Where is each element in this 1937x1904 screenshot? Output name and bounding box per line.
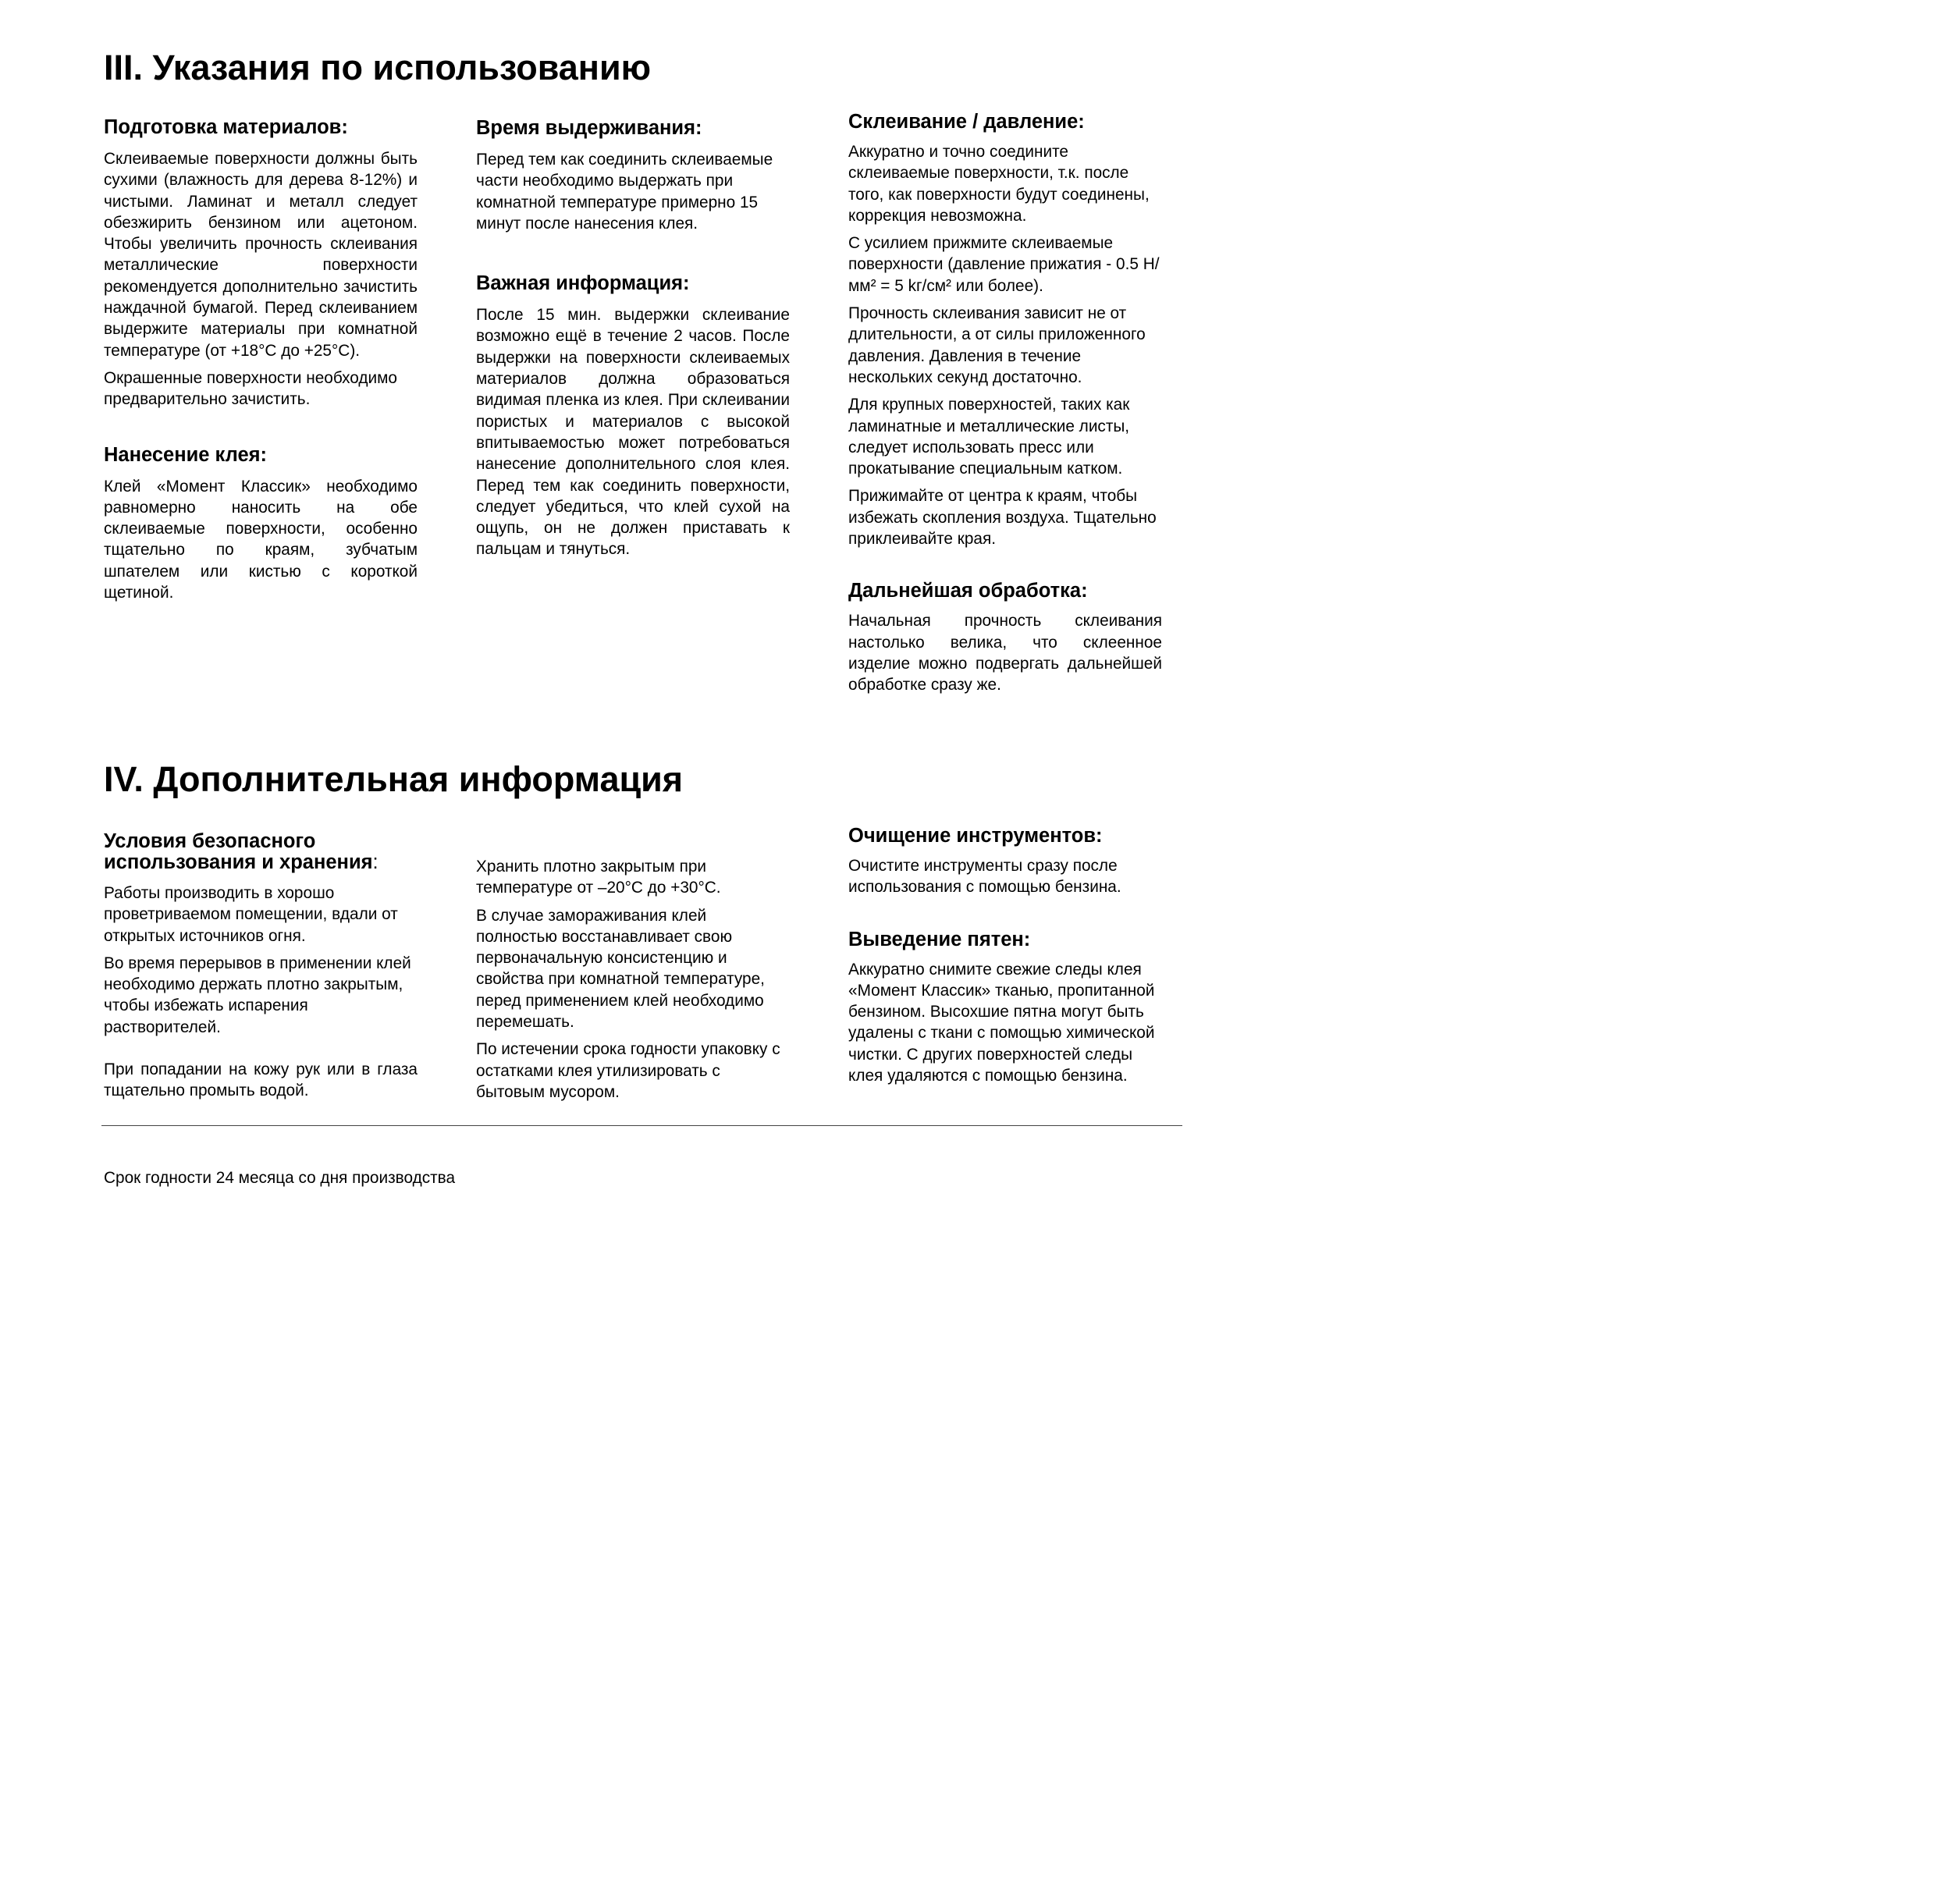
safety-paragraph-2: Во время перерывов в применении клей необходимо держать плотно закрытым, чтобы избежать испарения растворителей. — [104, 954, 411, 1036]
application-paragraph-1: Клей «Момент Классик» необходимо равномерно наносить на обе склеиваемые поверхности, особенно тщательно по краям, зубчатым шпателем или кистью с короткой щетиной. — [104, 477, 418, 602]
storage-paragraph-3: По истечении срока годности упаковку с остатками клея утилизировать с бытовым мусором. — [476, 1040, 780, 1101]
tool-cleaning-paragraph-1: Очистите инструменты сразу после использования с помощью бензина. — [848, 857, 1121, 897]
spacer — [848, 904, 1162, 929]
preparation-paragraph-1: Склеиваемые поверхности должны быть сухими (влажность для дерева 8-12%) и чистыми. Ламинат и металл следует обезжирить бензином или ацетоном. Чтобы увеличить прочность склеивания металлические поверхности рекомендуется дополнительно зачистить наждачной бумагой. Перед склеиванием выдержите материалы при комнатной температуре (от +18°C до +25°C). — [104, 150, 418, 360]
section-3-column-2 — [476, 118, 790, 567]
application-heading: Нанесение клея: — [104, 443, 268, 466]
safety-heading-line-1: Условия безопасного — [104, 830, 316, 852]
preparation-heading: Подготовка материалов: — [104, 116, 348, 138]
section-3-title: III. Указания по использованию — [104, 48, 652, 87]
safety-heading — [104, 831, 418, 873]
section-3-column-3 — [848, 112, 1162, 702]
spacer — [848, 556, 1162, 581]
spacer — [104, 1044, 418, 1059]
safety-heading-line-2: использования и хранения — [104, 851, 373, 873]
section-4-column-1 — [104, 831, 418, 1108]
tool-cleaning-heading: Очищение инструментов: — [848, 825, 1103, 847]
spacer — [104, 417, 418, 445]
stain-removal-paragraph-1: Аккуратно снимите свежие следы клея «Момент Классик» тканью, пропитанной бензином. Высохшие пятна могут быть удалены с ткани с помощью химической чистки. С других поверхностей следы клея удаляются с помощью бензина. — [848, 960, 1155, 1085]
storage-paragraph-2: В случае замораживания клей полностью восстанавливает свою первоначальную консистенцию и свойства при комнатной температуре, перед применением клей необходимо перемешать. — [476, 906, 765, 1032]
preparation-paragraph-2: Окрашенные поверхности необходимо предварительно зачистить. — [104, 368, 397, 409]
spacer — [476, 240, 790, 273]
holding-heading: Время выдерживания: — [476, 117, 702, 139]
holding-paragraph-1: Перед тем как соединить склеиваемые части необходимо выдержать при комнатной температуре примерно 15 минут после нанесения клея. — [476, 151, 773, 233]
bonding-paragraph-5: Прижимайте от центра к краям, чтобы избежать скопления воздуха. Тщательно приклеивайте края. — [848, 487, 1157, 549]
safety-paragraph-3: При попадании на кожу рук или в глаза тщательно промыть водой. — [104, 1060, 418, 1100]
section-3-column-1 — [104, 117, 418, 609]
further-processing-paragraph-1: Начальная прочность склеивания настолько велика, что склеенное изделие можно подвергать дальнейшей обработке сразу же. — [848, 612, 1162, 694]
bonding-heading: Склеивание / давление: — [848, 111, 1085, 133]
safety-paragraph-1: Работы производить в хорошо проветриваемом помещении, вдали от открытых источников огня. — [104, 884, 398, 945]
bonding-paragraph-2: С усилием прижмите склеиваемые поверхности (давление прижатия - 0.5 Н/мм² = 5 kг/см² или более). — [848, 234, 1160, 295]
section-4-title: IV. Дополнительная информация — [104, 759, 684, 799]
bonding-paragraph-4: Для крупных поверхностей, таких как ламинатные и металлические листы, следует использовать пресс или прокатывание специальным катком. — [848, 396, 1130, 478]
further-processing-heading: Дальнейшая обработка: — [848, 580, 1088, 602]
bonding-paragraph-3: Прочность склеивания зависит не от длительности, а от силы приложенного давления. Давления в течение нескольких секунд достаточно. — [848, 304, 1146, 386]
section-4-column-2 — [476, 856, 790, 1109]
bonding-paragraph-1: Аккуратно и точно соедините склеиваемые поверхности, т.к. после того, как поверхности будут соединены, коррекция невозможна. — [848, 143, 1150, 225]
important-paragraph-1: После 15 мин. выдержки склеивание возможно ещё в течение 2 часов. После выдержки на поверхности склеиваемых материалов должна образоваться видимая пленка из клея. При склеивании пористых и материалов с высокой впитываемостью может потребоваться нанесение дополнительного слоя клея. Перед тем как соединить поверхности, следует убедиться, что клей сухой на ощупь, он не должен приставать к пальцам и тянуться. — [476, 306, 790, 559]
important-heading: Важная информация: — [476, 272, 690, 295]
shelf-life-note: Срок годности 24 месяца со дня производства — [104, 1169, 456, 1187]
section-4-column-3 — [848, 826, 1162, 1092]
storage-paragraph-1: Хранить плотно закрытым при температуре от –20°C до +30°C. — [476, 858, 721, 897]
stain-removal-heading: Выведение пятен: — [848, 928, 1031, 950]
safety-heading-colon: : — [372, 851, 379, 873]
divider-line — [101, 1125, 1182, 1126]
